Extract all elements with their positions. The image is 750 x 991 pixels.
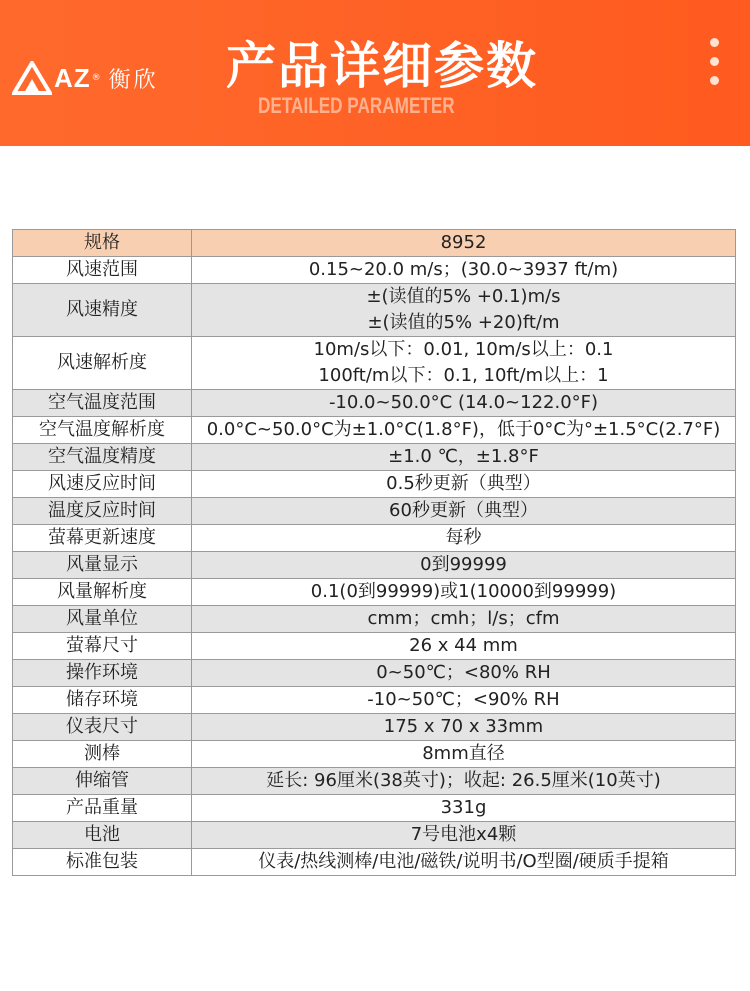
page-subtitle: DETAILED PARAMETER	[258, 93, 455, 118]
spec-value	[192, 284, 736, 337]
spec-label: 风量显示	[13, 552, 192, 579]
spec-value-line: 26 x 44 mm	[409, 635, 518, 656]
spec-value-line: 每秒	[445, 527, 482, 548]
spec-row	[13, 822, 736, 849]
header-banner	[0, 0, 750, 146]
spec-value-line: 0.15~20.0 m/s；(30.0~3937 ft/m)	[308, 259, 619, 280]
spec-value-line: 60秒更新（典型）	[389, 500, 538, 521]
spec-value	[192, 390, 736, 417]
spec-value	[192, 606, 736, 633]
spec-label: 标准包装	[13, 849, 192, 876]
spec-value	[192, 525, 736, 552]
spec-value-line: 175 x 70 x 33mm	[383, 716, 544, 737]
spec-value	[192, 633, 736, 660]
spec-value	[192, 337, 736, 390]
spec-value-line: 仪表/热线测棒/电池/磁铁/说明书/O型圈/硬质手提箱	[258, 851, 669, 872]
spec-value	[192, 822, 736, 849]
registered-mark: ®	[91, 73, 101, 83]
brand-name-cn: 衡欣	[108, 67, 159, 93]
spec-value	[192, 768, 736, 795]
spec-label: 风速精度	[13, 284, 192, 337]
spec-label: 电池	[13, 822, 192, 849]
spec-value-line: 延长: 96厘米(38英寸)；收起: 26.5厘米(10英寸)	[266, 770, 661, 791]
spec-value-line: 331g	[440, 797, 487, 818]
spec-row	[13, 552, 736, 579]
spec-row	[13, 714, 736, 741]
spec-value	[192, 230, 736, 257]
spec-value	[192, 444, 736, 471]
az-triangle-icon	[12, 61, 52, 95]
page-title: 产品详细参数	[226, 37, 538, 95]
spec-value-line: ±(读值的5% +0.1)m/s	[366, 286, 561, 307]
spec-label: 测棒	[13, 741, 192, 768]
brand-logo	[12, 58, 159, 98]
spec-value	[192, 687, 736, 714]
spec-value-line: 0.1(0到99999)或1(10000到99999)	[310, 581, 617, 602]
spec-label: 伸缩管	[13, 768, 192, 795]
spec-value	[192, 552, 736, 579]
spec-value	[192, 471, 736, 498]
spec-label: 萤幕更新速度	[13, 525, 192, 552]
spec-label: 仪表尺寸	[13, 714, 192, 741]
spec-label: 空气温度精度	[13, 444, 192, 471]
spec-value	[192, 498, 736, 525]
spec-label: 萤幕尺寸	[13, 633, 192, 660]
spec-row	[13, 230, 736, 257]
more-menu-icon[interactable]	[710, 38, 720, 95]
spec-value-line: -10~50℃；<90% RH	[367, 689, 560, 710]
spec-label: 操作环境	[13, 660, 192, 687]
spec-row	[13, 284, 736, 337]
spec-value-line: 8952	[440, 232, 487, 253]
spec-value-line: ±1.0 ℃，±1.8°F	[388, 446, 539, 467]
spec-label: 空气温度解析度	[13, 417, 192, 444]
spec-row	[13, 687, 736, 714]
spec-label: 风速解析度	[13, 337, 192, 390]
spec-value-line: 0~50℃；<80% RH	[376, 662, 551, 683]
spec-value	[192, 257, 736, 284]
spec-value	[192, 795, 736, 822]
spec-value	[192, 660, 736, 687]
spec-row	[13, 579, 736, 606]
brand-name: AZ	[54, 62, 91, 93]
spec-row	[13, 390, 736, 417]
spec-value-line: 8mm直径	[422, 743, 505, 764]
spec-value	[192, 579, 736, 606]
spec-row	[13, 741, 736, 768]
spec-value-line: 0.0°C~50.0°C为±1.0°C(1.8°F)，低于0°C为°±1.5°C(2.7°F)	[206, 419, 721, 440]
spec-row	[13, 257, 736, 284]
spec-row	[13, 795, 736, 822]
spec-row	[13, 444, 736, 471]
spec-value-line: 0到99999	[420, 554, 507, 575]
spec-label: 规格	[13, 230, 192, 257]
spec-value	[192, 741, 736, 768]
spec-label: 空气温度范围	[13, 390, 192, 417]
spec-value-line: 100ft/m以下：0.1, 10ft/m以上：1	[318, 365, 609, 386]
spec-value-line: cmm；cmh；l/s；cfm	[367, 608, 560, 629]
spec-row	[13, 633, 736, 660]
spec-value-line: ±(读值的5% +20)ft/m	[367, 312, 560, 333]
spec-value-line: 7号电池x4颗	[410, 824, 517, 845]
spec-table	[12, 229, 736, 876]
spec-label: 风速反应时间	[13, 471, 192, 498]
spec-label: 风量解析度	[13, 579, 192, 606]
spec-label: 风量单位	[13, 606, 192, 633]
spec-row	[13, 768, 736, 795]
spec-row	[13, 606, 736, 633]
spec-value-line: 10m/s以下：0.01, 10m/s以上：0.1	[313, 339, 614, 360]
spec-value-line: -10.0~50.0°C (14.0~122.0°F)	[328, 392, 599, 413]
spec-row	[13, 660, 736, 687]
spec-label: 产品重量	[13, 795, 192, 822]
spec-row	[13, 525, 736, 552]
spec-label: 风速范围	[13, 257, 192, 284]
spec-label: 温度反应时间	[13, 498, 192, 525]
spec-row	[13, 471, 736, 498]
spec-value	[192, 714, 736, 741]
spec-value-line: 0.5秒更新（典型）	[386, 473, 541, 494]
spec-row	[13, 337, 736, 390]
spec-row	[13, 849, 736, 876]
spec-row	[13, 417, 736, 444]
spec-row	[13, 498, 736, 525]
spec-value	[192, 849, 736, 876]
spec-label: 储存环境	[13, 687, 192, 714]
spec-value	[192, 417, 736, 444]
